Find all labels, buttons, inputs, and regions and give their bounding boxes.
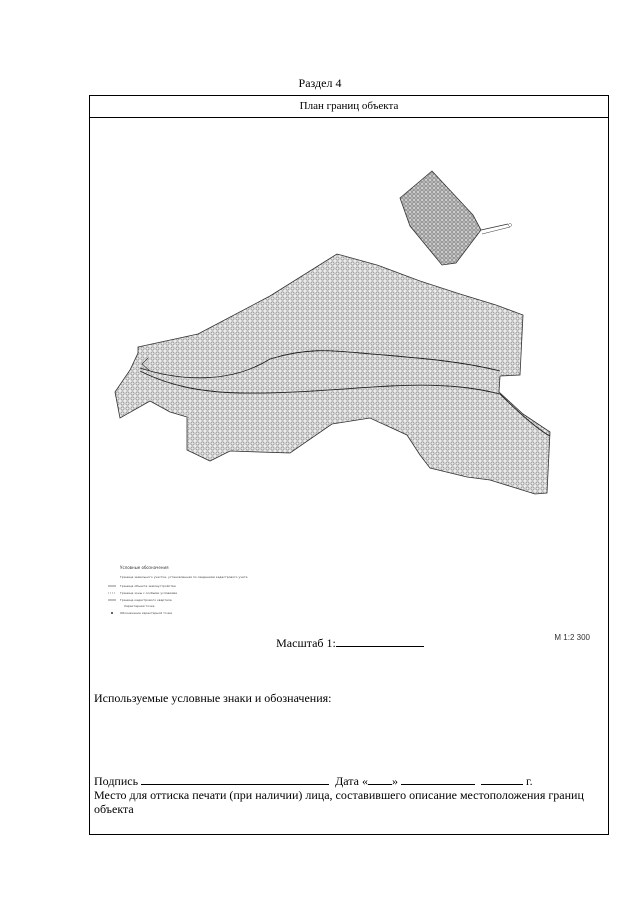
- parcel-main: [115, 254, 550, 494]
- date-month-field[interactable]: [401, 773, 475, 785]
- scale-line: [90, 634, 610, 651]
- parcel-north: [400, 171, 481, 265]
- document-frame: [89, 95, 609, 835]
- svg-text:Обозначение характерной точки: Обозначение характерной точки: [120, 611, 173, 615]
- svg-text:Условные обозначения: Условные обозначения: [120, 565, 169, 570]
- scale-value-field[interactable]: [336, 634, 424, 647]
- signature-field[interactable]: [141, 773, 329, 785]
- frame-header: План границ объекта: [90, 96, 608, 118]
- section-title: Раздел 4: [298, 76, 342, 90]
- svg-text:Граница зоны с особыми условия: Граница зоны с особыми условиями: [120, 591, 178, 595]
- stamp-text: Место для оттиска печати (при наличии) лица, составившего описание местоположения границ объекта: [94, 788, 584, 816]
- date-day-field[interactable]: [368, 773, 392, 785]
- scale-label: Масштаб 1:: [276, 636, 336, 650]
- scale-marker: М 1:2 300: [554, 633, 590, 642]
- year-suffix: г.: [526, 774, 533, 788]
- map-legend: [108, 565, 248, 615]
- parcel-north-spur: [481, 224, 508, 230]
- date-label: Дата «: [335, 774, 368, 788]
- svg-text:Граница объекта землеустройств: Граница объекта землеустройства: [120, 584, 176, 588]
- date-year-field[interactable]: [481, 773, 523, 785]
- svg-text:Характерная точка: Характерная точка: [124, 604, 155, 608]
- boundary-map: [90, 96, 610, 626]
- date-close: »: [392, 774, 398, 788]
- svg-text:Граница кадастрового квартала: Граница кадастрового квартала: [120, 598, 172, 602]
- signature-label: Подпись: [94, 774, 139, 788]
- legend-title: Используемые условные знаки и обозначения:: [94, 691, 332, 705]
- signature-line: [94, 773, 533, 789]
- svg-text:Граница земельного участка, ус: Граница земельного участка, установленная по сведениям кадастрового учета: [120, 575, 248, 579]
